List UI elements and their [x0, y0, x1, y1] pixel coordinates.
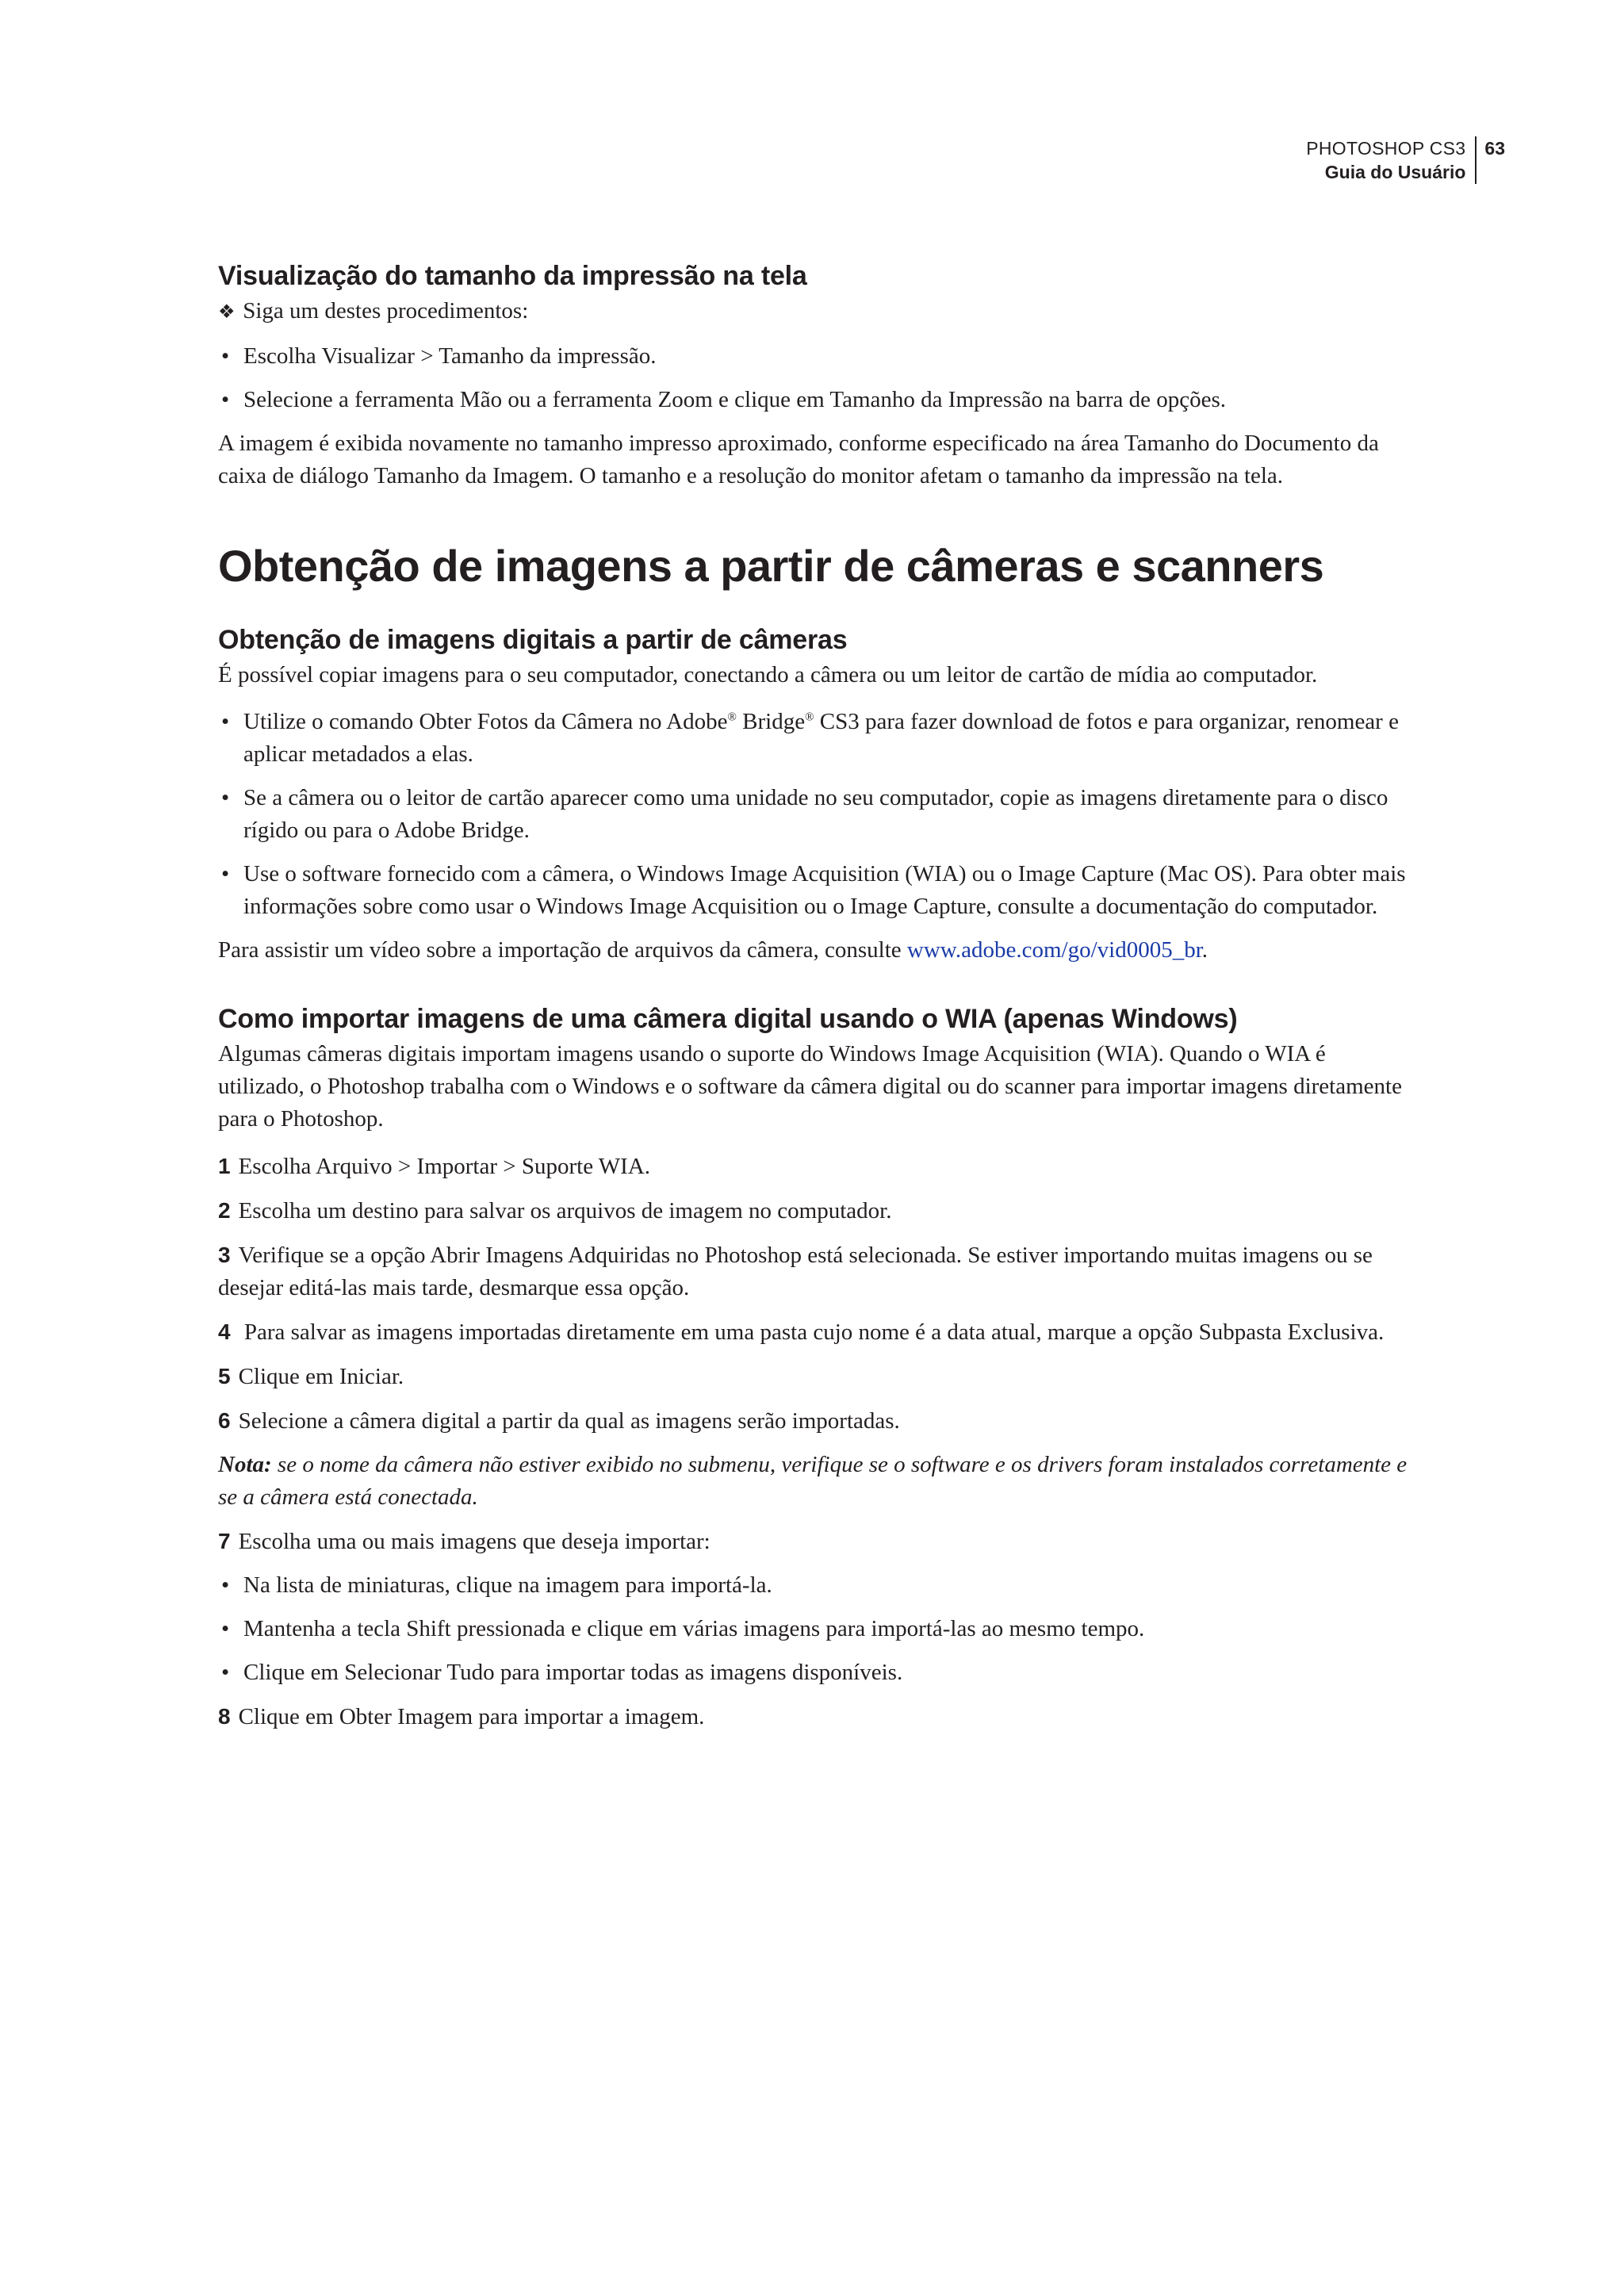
step-text: Clique em Obter Imagem para importar a imagem. [238, 1704, 705, 1729]
bullet-icon: • [221, 709, 230, 734]
running-header-text [1306, 136, 1477, 184]
list-item [218, 706, 1408, 771]
registered-mark: ® [727, 710, 737, 724]
list-item [218, 1613, 1408, 1645]
list-item-text: Bridge [736, 709, 806, 734]
step-number: 1 [218, 1154, 231, 1178]
step-number: 2 [218, 1198, 231, 1223]
step-number: 3 [218, 1243, 231, 1267]
registered-mark: ® [805, 710, 814, 724]
page-content [218, 259, 1408, 1744]
paragraph-video [218, 934, 1408, 967]
list-item-text: Mantenha a tecla Shift pressionada e clique em várias imagens para importá-las ao mesmo tempo. [243, 1616, 1145, 1641]
bullet-icon: • [221, 785, 230, 810]
note-label: Nota: [218, 1452, 272, 1477]
step-text: Escolha um destino para salvar os arquivos de imagem no computador. [238, 1198, 892, 1224]
step-item [218, 1239, 1408, 1304]
step-text: Escolha uma ou mais imagens que deseja importar: [238, 1529, 710, 1554]
bullet-list-cameras [218, 706, 1408, 923]
step-number: 5 [218, 1364, 231, 1388]
step-item [218, 1360, 1408, 1393]
bullet-icon: • [221, 1616, 230, 1641]
section-heading-wia: Como importar imagens de uma câmera digital usando o WIA (apenas Windows) [218, 1004, 1238, 1034]
step-item [218, 1150, 1408, 1183]
paragraph-cameras-intro: É possível copiar imagens para o seu computador, conectando a câmera ou um leitor de cartão de mídia ao computador. [218, 662, 1318, 687]
step-text: Escolha Arquivo > Importar > Suporte WIA. [238, 1154, 651, 1179]
list-item-text: Na lista de miniaturas, clique na imagem para importá-la. [243, 1572, 772, 1598]
action-instruction [218, 295, 1408, 329]
running-header-guide: Guia do Usuário [1324, 162, 1466, 182]
step-text: Para salvar as imagens importadas diretamente em uma pasta cujo nome é a data atual, marque a opção Subpasta Exclusiva. [238, 1319, 1385, 1345]
step-item [218, 1700, 1408, 1733]
running-header-product: PHOTOSHOP CS3 [1306, 138, 1466, 159]
note [218, 1449, 1408, 1514]
list-item-text: CS3 para fazer download de fotos e para organizar, renomear e aplicar metadados a elas. [243, 709, 1399, 767]
note-text: se o nome da câmera não estiver exibido no submenu, verifique se o software e os drivers foram instalados corretamente e se a câmera está conectada. [218, 1452, 1408, 1510]
bullet-icon: • [221, 387, 230, 412]
step-number: 6 [218, 1408, 231, 1433]
bullet-icon: • [221, 861, 230, 887]
step-text: Selecione a câmera digital a partir da qual as imagens serão importadas. [238, 1408, 900, 1434]
step-item [218, 1525, 1408, 1558]
video-text-end: . [1201, 937, 1208, 963]
step-item [218, 1316, 1408, 1349]
step-number: 4 [218, 1319, 231, 1344]
list-item [218, 858, 1408, 923]
bullet-icon: • [221, 343, 230, 369]
step-number: 7 [218, 1529, 231, 1553]
action-text: Siga um destes procedimentos: [243, 298, 529, 324]
list-item-text: Se a câmera ou o leitor de cartão aparecer como uma unidade no seu computador, copie as imagens diretamente para o disco rígido ou para o Adobe Bridge. [243, 785, 1388, 843]
page-number: 63 [1484, 138, 1505, 159]
bullet-list-print-size [218, 340, 1408, 416]
chapter-title: Obtenção de imagens a partir de câmeras e scanners [218, 541, 1324, 591]
list-item-text: Use o software fornecido com a câmera, o Windows Image Acquisition (WIA) ou o Image Capture (Mac OS). Para obter mais informações sobre como usar o Windows Image Acquisition ou o Image Capture, consulte a documentação do computador. [243, 861, 1406, 919]
section-heading-print-size: Visualização do tamanho da impressão na tela [218, 261, 807, 291]
bullet-icon: • [221, 1660, 230, 1685]
step-item [218, 1194, 1408, 1227]
list-item-text: Escolha Visualizar > Tamanho da impressão. [243, 343, 657, 369]
section-heading-cameras: Obtenção de imagens digitais a partir de câmeras [218, 625, 848, 655]
paragraph-wia-intro: Algumas câmeras digitais importam imagens usando o suporte do Windows Image Acquisition (WIA). Quando o WIA é utilizado, o Photoshop trabalha com o Windows e o software da câmera digital ou do scanner para importar imagens diretamente para o Photoshop. [218, 1041, 1402, 1132]
video-link[interactable]: www.adobe.com/go/vid0005_br [906, 937, 1202, 963]
list-item-text: Clique em Selecionar Tudo para importar todas as imagens disponíveis. [243, 1660, 903, 1685]
step-item [218, 1404, 1408, 1438]
list-item-text: Utilize o comando Obter Fotos da Câmera no Adobe [243, 709, 728, 734]
list-item [218, 384, 1408, 416]
step-text: Clique em Iniciar. [238, 1364, 404, 1389]
diamond-icon: ❖ [218, 302, 236, 323]
step-number: 8 [218, 1704, 231, 1729]
step-text: Verifique se a opção Abrir Imagens Adquiridas no Photoshop está selecionada. Se estiver importando muitas imagens ou se desejar editá-las mais tarde, desmarque essa opção. [218, 1243, 1373, 1300]
bullet-list-step7 [218, 1569, 1408, 1689]
list-item [218, 1656, 1408, 1689]
list-item [218, 1569, 1408, 1602]
paragraph-print-size: A imagem é exibida novamente no tamanho impresso aproximado, conforme especificado na área Tamanho do Documento da caixa de diálogo Tamanho da Imagem. O tamanho e a resolução do monitor afetam o tamanho da impressão na tela. [218, 431, 1379, 488]
list-item [218, 340, 1408, 373]
video-text: Para assistir um vídeo sobre a importação de arquivos da câmera, consulte [218, 937, 907, 963]
list-item [218, 782, 1408, 847]
running-header [1306, 136, 1505, 184]
bullet-icon: • [221, 1572, 230, 1598]
list-item-text: Selecione a ferramenta Mão ou a ferramenta Zoom e clique em Tamanho da Impressão na barra de opções. [243, 387, 1227, 412]
